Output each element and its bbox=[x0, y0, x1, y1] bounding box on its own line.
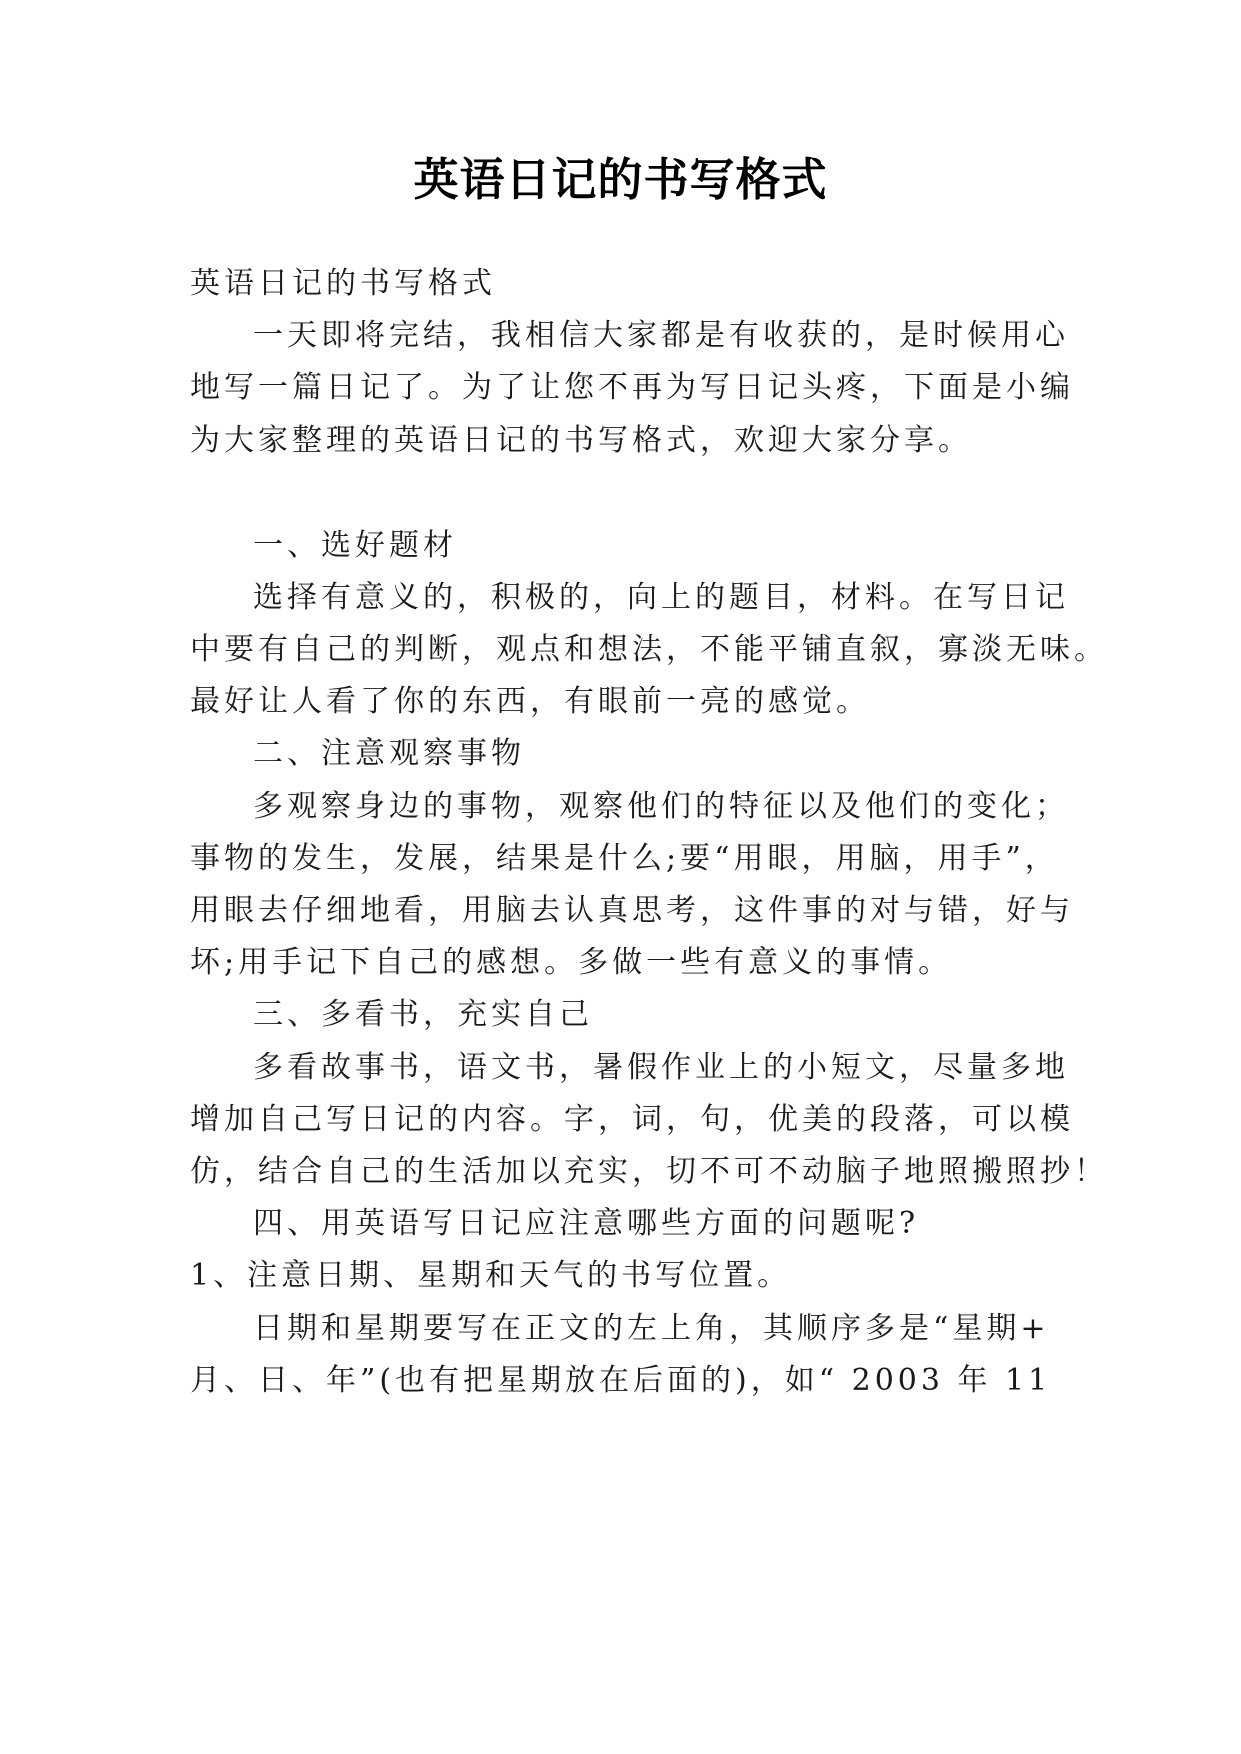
body-line-s1-1: 选择有意义的，积极的，向上的题目，材料。在写日记 bbox=[253, 580, 1069, 615]
body-line-s4-2: 月、日、年”(也有把星期放在后面的)，如“ 2003 年 11 bbox=[190, 1363, 1052, 1398]
section-heading-1: 一、选好题材 bbox=[253, 528, 457, 563]
body-line-heading: 英语日记的书写格式 bbox=[190, 266, 496, 301]
body-line-s4-1: 日期和星期要写在正文的左上角，其顺序多是“星期+ bbox=[253, 1311, 1050, 1346]
body-line-intro-1: 一天即将完结，我相信大家都是有收获的，是时候用心 bbox=[253, 318, 1069, 353]
body-line-s2-2: 事物的发生，发展，结果是什么;要“用眼，用脑，用手”， bbox=[190, 841, 1059, 876]
body-line-s2-4: 坏;用手记下自己的感想。多做一些有意义的事情。 bbox=[190, 945, 953, 980]
body-line-s1-3: 最好让人看了你的东西，有眼前一亮的感觉。 bbox=[190, 684, 870, 719]
section-heading-4: 四、用英语写日记应注意哪些方面的问题呢? bbox=[253, 1206, 920, 1241]
body-line-s2-1: 多观察身边的事物，观察他们的特征以及他们的变化； bbox=[253, 789, 1069, 824]
body-line-s3-1: 多看故事书，语文书，暑假作业上的小短文，尽量多地 bbox=[253, 1050, 1069, 1085]
body-line-intro-3: 为大家整理的英语日记的书写格式，欢迎大家分享。 bbox=[190, 423, 972, 458]
body-line-s3-3: 仿，结合自己的生活加以充实，切不可不动脑子地照搬照抄！ bbox=[190, 1154, 1108, 1189]
section-heading-2: 二、注意观察事物 bbox=[253, 736, 525, 771]
body-line-s2-3: 用眼去仔细地看，用脑去认真思考，这件事的对与错，好与 bbox=[190, 893, 1074, 928]
body-line-intro-2: 地写一篇日记了。为了让您不再为写日记头疼，下面是小编 bbox=[190, 370, 1074, 405]
body-line-s1-2: 中要有自己的判断，观点和想法，不能平铺直叙，寡淡无味。 bbox=[190, 632, 1108, 667]
document-title: 英语日记的书写格式 bbox=[413, 153, 828, 206]
subsection-heading-1: 1、注意日期、星期和天气的书写位置。 bbox=[190, 1258, 792, 1293]
section-heading-3: 三、多看书，充实自己 bbox=[253, 997, 593, 1032]
body-line-s3-2: 增加自己写日记的内容。字，词，句，优美的段落，可以模 bbox=[190, 1102, 1074, 1137]
